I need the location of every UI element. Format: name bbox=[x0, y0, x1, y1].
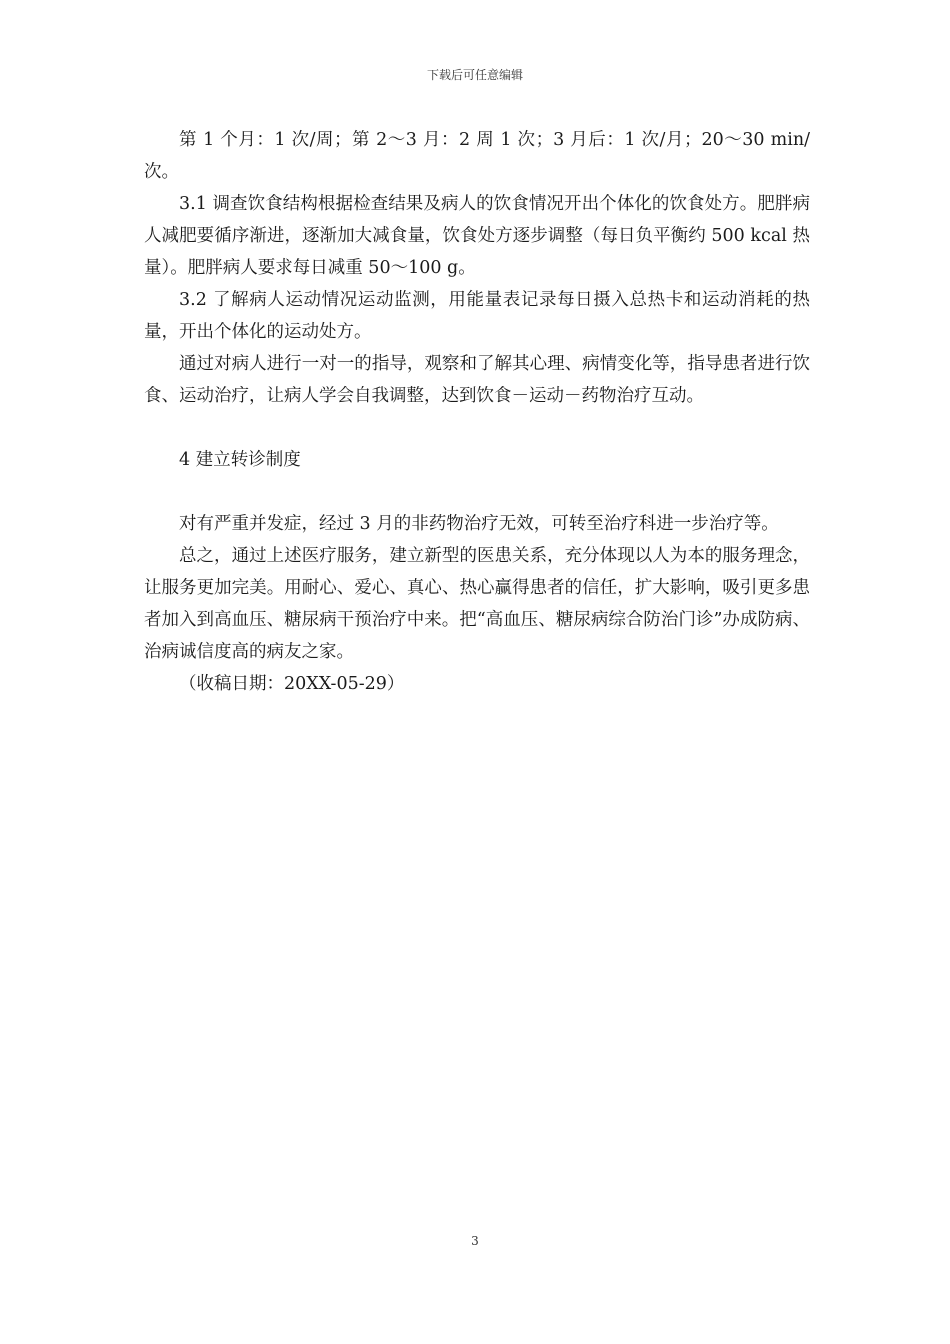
document-body bbox=[144, 124, 810, 700]
paragraph-diet-prescription: 3.1 调查饮食结构根据检查结果及病人的饮食情况开出个体化的饮食处方。肥胖病人减肥要循序渐进，逐渐加大减食量，饮食处方逐步调整（每日负平衡约 500 kcal 热量）。肥胖病人要求每日减重 50～100 g。 bbox=[144, 194, 810, 278]
section-heading-referral: 4 建立转诊制度 bbox=[179, 450, 301, 470]
paragraph-exercise-prescription: 3.2 了解病人运动情况运动监测，用能量表记录每日摄入总热卡和运动消耗的热量，开出个体化的运动处方。 bbox=[144, 290, 810, 342]
paragraph-followup-schedule: 第 1 个月：1 次/周；第 2～3 月：2 周 1 次；3 月后：1 次/月；20～30 min/次。 bbox=[144, 130, 810, 182]
paragraph-guidance: 通过对病人进行一对一的指导，观察和了解其心理、病情变化等，指导患者进行饮食、运动治疗，让病人学会自我调整，达到饮食－运动－药物治疗互动。 bbox=[144, 354, 810, 406]
paragraph-conclusion: 总之，通过上述医疗服务，建立新型的医患关系，充分体现以人为本的服务理念，让服务更加完美。用耐心、爱心、真心、热心赢得患者的信任，扩大影响，吸引更多患者加入到高血压、糖尿病干预治疗中来。把“高血压、糖尿病综合防治门诊”办成防病、治病诚信度高的病友之家。 bbox=[144, 546, 810, 662]
page-header: 下载后可任意编辑 bbox=[426, 68, 523, 82]
page-number: 3 bbox=[471, 1234, 479, 1248]
received-date: （收稿日期：20XX-05-29） bbox=[179, 674, 405, 694]
paragraph-referral: 对有严重并发症，经过 3 月的非药物治疗无效，可转至治疗科进一步治疗等。 bbox=[179, 514, 779, 534]
